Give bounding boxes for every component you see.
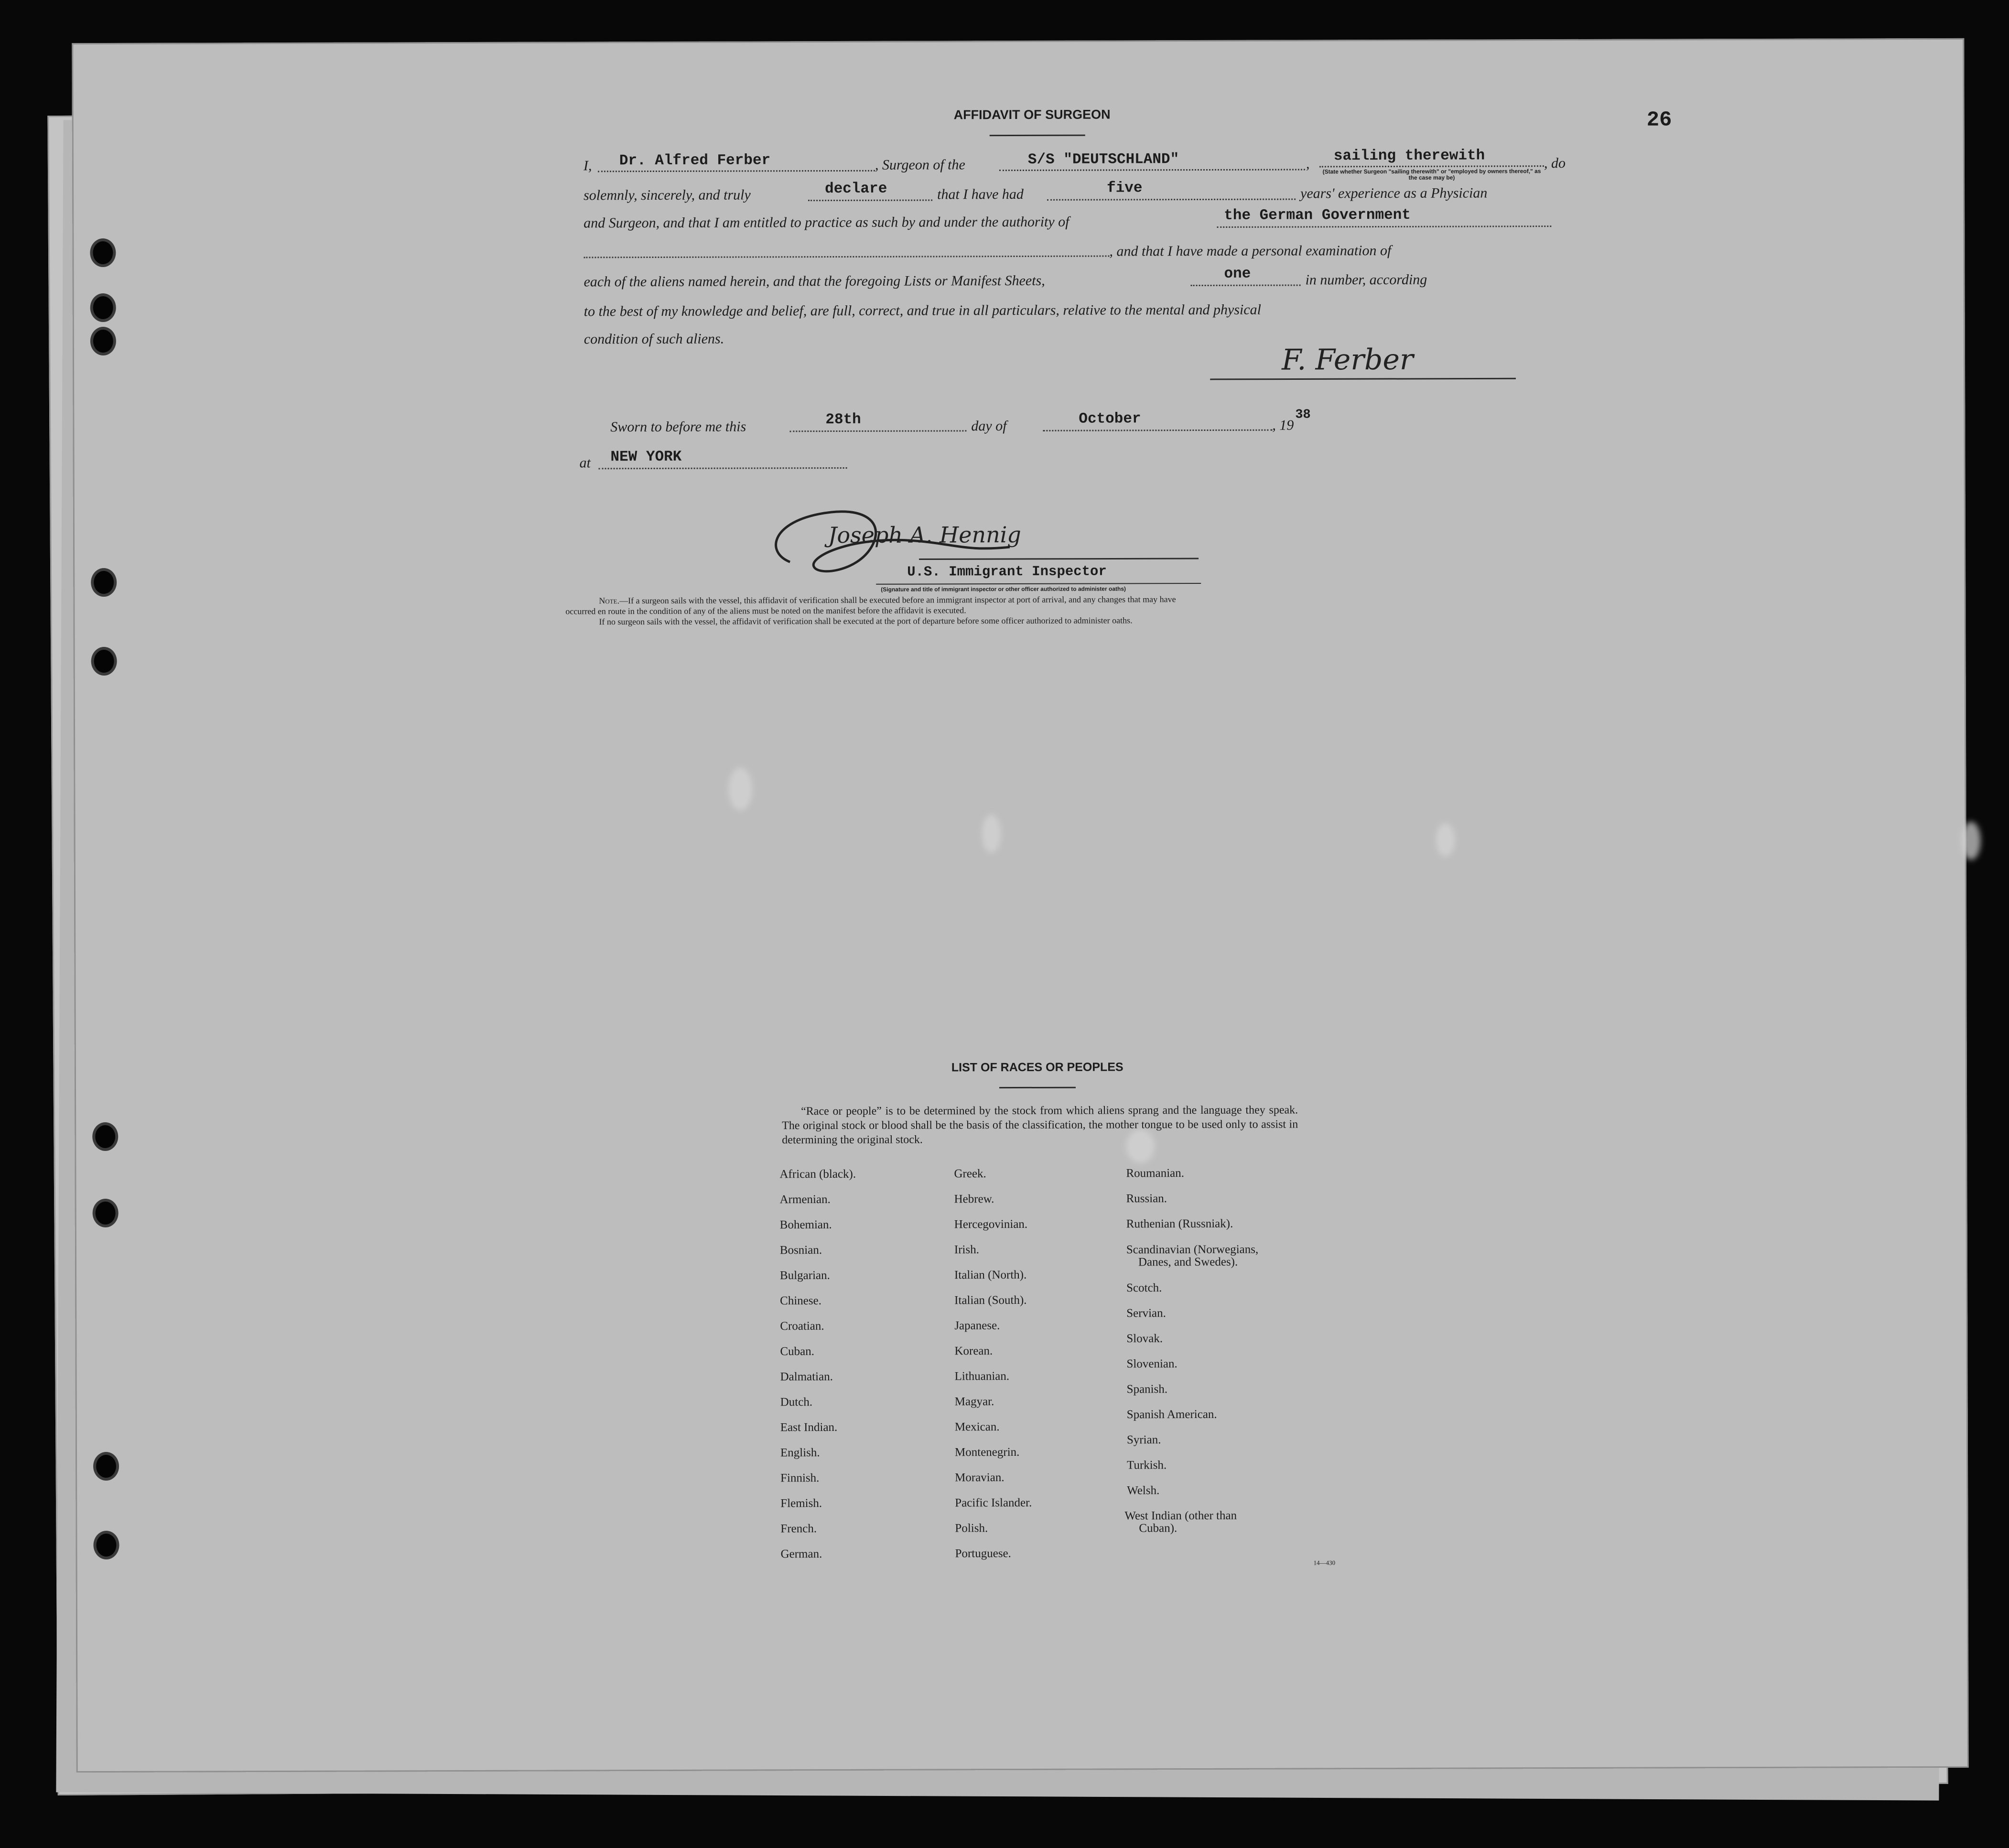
paper-stain xyxy=(728,767,752,810)
ship-name-line xyxy=(999,169,1305,171)
race-item: Servian. xyxy=(1126,1307,1166,1320)
race-item: Armenian. xyxy=(779,1193,831,1206)
race-item: Slovenian. xyxy=(1126,1357,1177,1371)
race-item: Chinese. xyxy=(780,1294,821,1308)
ship-name: S/S "DEUTSCHLAND" xyxy=(1027,151,1179,168)
race-item: Spanish American. xyxy=(1126,1407,1217,1421)
race-item: Dalmatian. xyxy=(780,1370,833,1384)
sworn-place-line xyxy=(599,467,847,469)
race-item: French. xyxy=(780,1522,817,1536)
sworn-place: NEW YORK xyxy=(610,448,682,466)
race-item: Croatian. xyxy=(780,1320,824,1333)
race-item: Syrian. xyxy=(1126,1433,1161,1447)
inspector-title: U.S. Immigrant Inspector xyxy=(907,563,1107,580)
punch-hole xyxy=(93,296,113,319)
punch-hole xyxy=(93,330,113,353)
race-item: Flemish. xyxy=(780,1497,822,1510)
race-item: Korean. xyxy=(954,1344,993,1358)
race-item: Ruthenian (Russniak). xyxy=(1126,1217,1233,1231)
declare-line xyxy=(808,199,932,201)
sworn-day: 28th xyxy=(825,411,861,429)
at-label: at xyxy=(579,455,591,471)
race-item: Italian (South). xyxy=(954,1293,1027,1307)
sailing-status: sailing therewith xyxy=(1333,147,1485,165)
race-item: Bohemian. xyxy=(779,1218,832,1232)
sworn-day-line xyxy=(789,430,966,432)
race-item: Spanish. xyxy=(1126,1383,1168,1396)
race-item: English. xyxy=(780,1446,820,1460)
race-item: African (black). xyxy=(779,1167,856,1181)
inspector-signature-text: Joseph A. Hennig xyxy=(828,521,1021,548)
years-experience: five xyxy=(1107,180,1143,197)
line2-suffix: years' experience as a Physician xyxy=(1300,185,1488,202)
race-item: Polish. xyxy=(955,1522,988,1535)
line6: to the best of my knowledge and belief, are full, correct, and true in all particulars, relative to the mental and physical xyxy=(583,301,1262,320)
sworn-prefix: Sworn to before me this xyxy=(610,419,746,435)
title-rule xyxy=(990,135,1085,137)
race-item-continued: Cuban). xyxy=(1139,1522,1177,1535)
affidavit-title: AFFIDAVIT OF SURGEON xyxy=(953,107,1111,122)
race-item: Turkish. xyxy=(1127,1459,1167,1472)
year-prefix: , 19 xyxy=(1272,417,1294,433)
note-line1 xyxy=(599,594,1176,606)
line3-prefix: and Surgeon, and that I am entitled to practice as such by and under the authority of xyxy=(583,214,1069,231)
race-item: Pacific Islander. xyxy=(955,1496,1032,1510)
document-page xyxy=(72,38,1968,1773)
form-number: 14—430 xyxy=(1313,1559,1336,1567)
line4: , and that I have made a personal examination of xyxy=(1109,242,1392,259)
races-title-rule xyxy=(999,1087,1076,1088)
authority: the German Government xyxy=(1224,206,1411,224)
count-line xyxy=(1191,284,1301,286)
note-lead: Note. xyxy=(599,596,620,606)
race-item: Roumanian. xyxy=(1126,1167,1185,1180)
race-item: Japanese. xyxy=(954,1319,1000,1332)
line1-mid: , Surgeon of the xyxy=(875,157,965,173)
race-item: Hercegovinian. xyxy=(954,1217,1028,1231)
sailing-status-line xyxy=(1319,165,1544,167)
race-item: West Indian (other than xyxy=(1124,1509,1237,1523)
punch-hole xyxy=(94,571,114,594)
race-item: Bosnian. xyxy=(779,1244,822,1257)
race-item: Magyar. xyxy=(954,1395,994,1408)
note-line3: If no surgeon sails with the vessel, the affidavit of verification shall be executed at the port of departure before some officer authorized to administer oaths. xyxy=(599,615,1133,627)
day-of: day of xyxy=(971,418,1007,434)
inspector-title-hint: (Signature and title of immigrant inspector or other officer authorized to administer oaths) xyxy=(881,585,1126,593)
sworn-month: October xyxy=(1079,410,1141,428)
race-item: East Indian. xyxy=(780,1421,838,1434)
race-item: Greek. xyxy=(954,1167,986,1181)
page-number: 26 xyxy=(1646,108,1672,132)
surgeon-signature xyxy=(1210,335,1516,384)
punch-hole xyxy=(93,241,113,264)
race-item: Bulgarian. xyxy=(779,1269,830,1282)
race-item: Montenegrin. xyxy=(954,1446,1020,1459)
race-item: Portuguese. xyxy=(955,1547,1011,1560)
race-item: Scotch. xyxy=(1126,1281,1162,1295)
races-intro: “Race or people” is to be determined by the stock from which aliens sprang and the language they speak. The original stock or blood shall be the basis of the classification, the mother tongue to be used only to assist in determining the original stock. xyxy=(782,1104,1298,1147)
races-title: LIST OF RACES OR PEOPLES xyxy=(951,1060,1123,1074)
note-line2: occurred en route in the condition of any of the aliens must be noted on the manifest before the affidavit is executed. xyxy=(565,605,966,616)
race-item: Dutch. xyxy=(780,1396,813,1409)
race-item: Moravian. xyxy=(955,1471,1004,1484)
line7: condition of such aliens. xyxy=(583,331,724,347)
sworn-month-line xyxy=(1043,430,1272,431)
inspector-signature xyxy=(761,494,1201,595)
race-item: Russian. xyxy=(1126,1192,1167,1205)
punch-hole xyxy=(94,650,114,673)
authority-line xyxy=(1217,226,1551,228)
line5-suffix: in number, according xyxy=(1305,271,1427,288)
line5-prefix: each of the aliens named herein, and that the foregoing Lists or Manifest Sheets, xyxy=(583,272,1045,290)
race-item: Scandinavian (Norwegians, xyxy=(1126,1243,1259,1257)
race-item: Slovak. xyxy=(1126,1332,1163,1345)
line1-suffix: , do xyxy=(1544,155,1566,172)
paper-stain xyxy=(982,815,1001,853)
punch-hole xyxy=(96,1455,116,1478)
sheet-count: one xyxy=(1224,265,1251,282)
years-line xyxy=(1047,198,1296,200)
paper-stain xyxy=(1962,822,1981,860)
race-item: Finnish. xyxy=(780,1472,820,1485)
year-suffix: 38 xyxy=(1295,408,1311,422)
line2-mid: that I have had xyxy=(937,186,1024,203)
declaration-verb: declare xyxy=(825,180,887,198)
race-item: Italian (North). xyxy=(954,1268,1027,1282)
punch-hole xyxy=(96,1202,116,1225)
sailing-hint: (State whether Surgeon "sailing therewith" or "employed by owners thereof," as the case may be) xyxy=(1322,168,1541,181)
paper-stain xyxy=(1436,823,1455,857)
authority-line-2 xyxy=(583,256,1109,258)
surgeon-name-line xyxy=(598,170,875,172)
race-item: Cuban. xyxy=(780,1345,815,1358)
race-item: Welsh. xyxy=(1127,1484,1160,1497)
race-item: Irish. xyxy=(954,1243,979,1257)
race-item-continued: Danes, and Swedes). xyxy=(1138,1255,1238,1269)
line1-comma: , xyxy=(1306,156,1310,172)
race-item: Lithuanian. xyxy=(954,1370,1010,1383)
note-text1: —If a surgeon sails with the vessel, this affidavit of verification shall be executed before an immigrant inspector at port of arrival, and any changes that may have xyxy=(619,594,1176,606)
race-item: Mexican. xyxy=(954,1420,1000,1434)
race-item: German. xyxy=(780,1547,822,1561)
line2-prefix: solemnly, sincerely, and truly xyxy=(583,187,751,204)
race-item: Hebrew. xyxy=(954,1193,994,1206)
punch-hole xyxy=(95,1125,115,1148)
surgeon-signature-text: F. Ferber xyxy=(1281,343,1414,377)
punch-hole xyxy=(96,1534,116,1557)
surgeon-name: Dr. Alfred Ferber xyxy=(619,152,771,170)
line1-prefix: I, xyxy=(583,158,592,174)
